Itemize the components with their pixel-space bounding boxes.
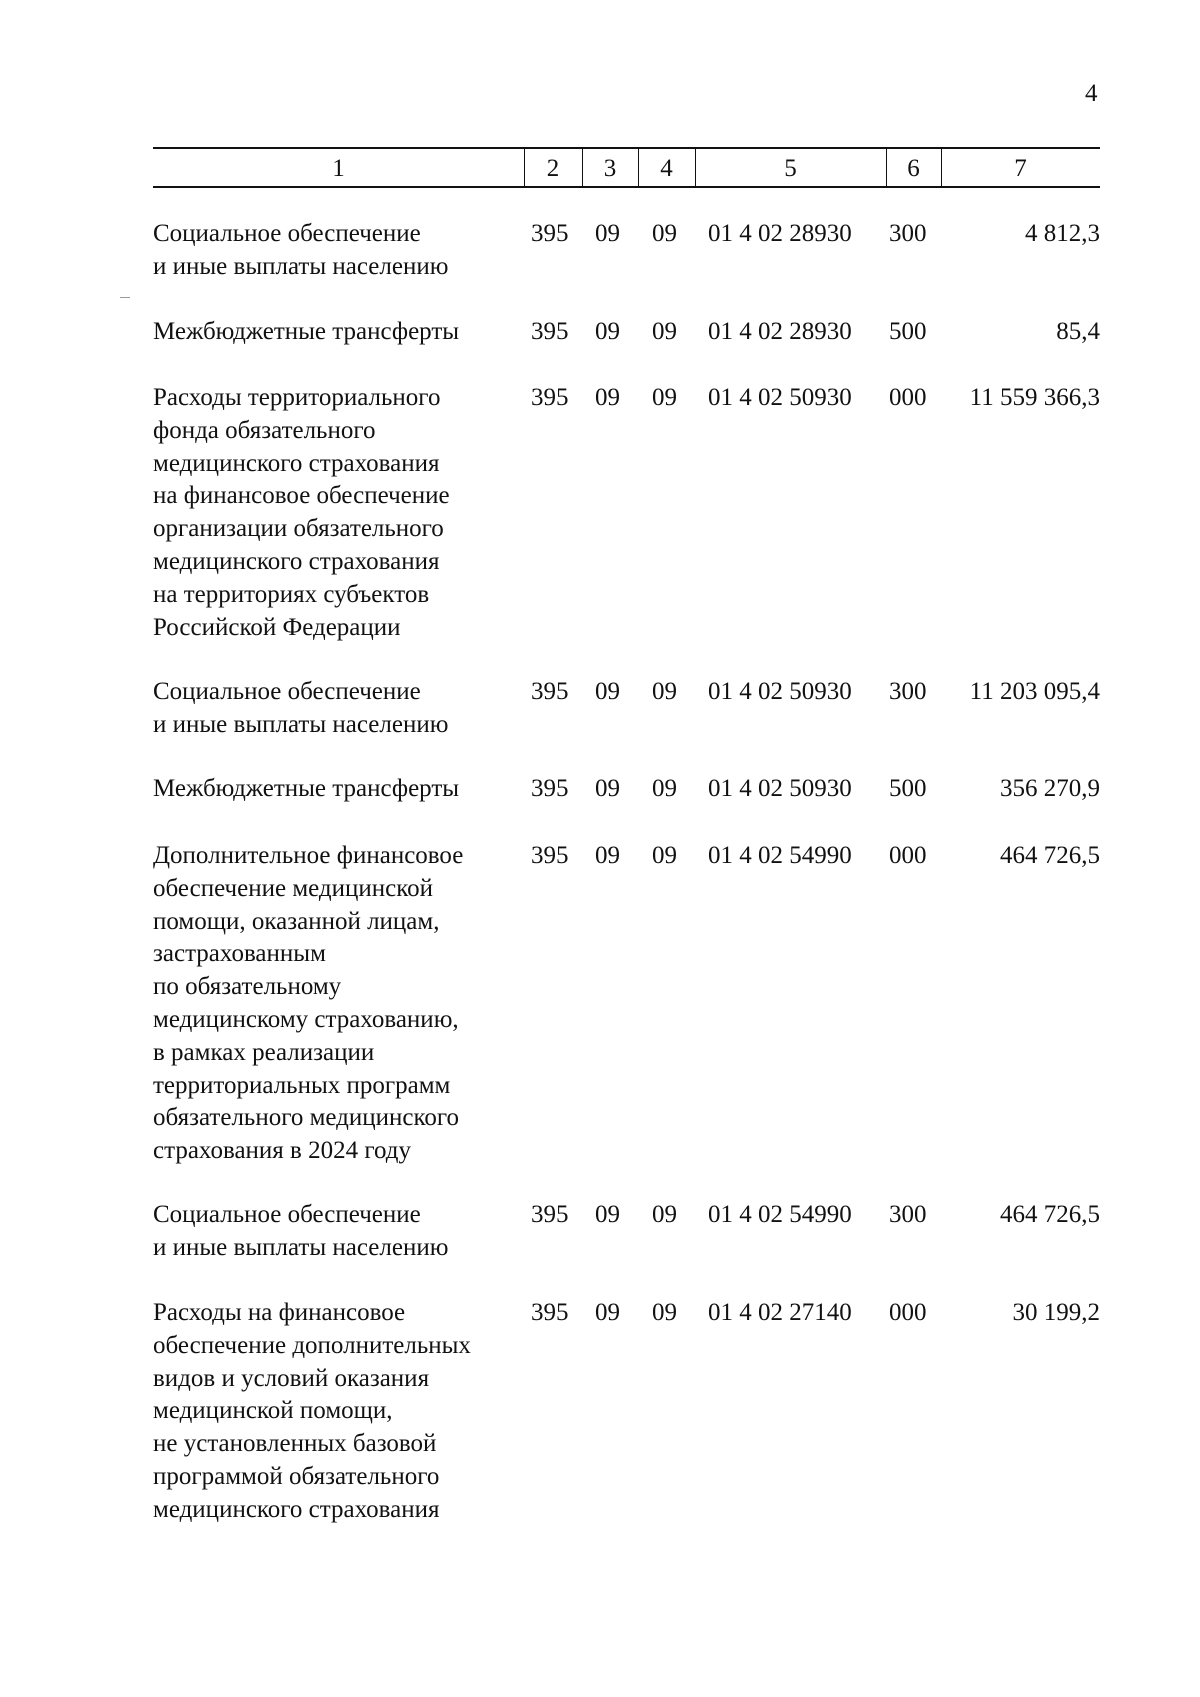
description-line: медицинскому страхованию, bbox=[153, 1005, 459, 1033]
description-line: медицинского страхования bbox=[153, 1495, 440, 1523]
cell-section-code: 09 bbox=[595, 678, 620, 705]
description-line: и иные выплаты населению bbox=[153, 252, 449, 280]
cell-target-article-code: 01 4 02 50930 bbox=[708, 678, 852, 705]
cell-section-code: 09 bbox=[595, 775, 620, 802]
cell-section-code: 09 bbox=[595, 1201, 620, 1228]
cell-grbs-code: 395 bbox=[531, 220, 569, 247]
description-line: Дополнительное финансовое bbox=[153, 842, 464, 869]
description-line: на финансовое обеспечение bbox=[153, 482, 450, 510]
cell-target-article-code: 01 4 02 50930 bbox=[708, 384, 852, 411]
cell-subsection-code: 09 bbox=[652, 1299, 677, 1326]
description-line: Расходы территориального bbox=[153, 384, 441, 411]
description-line: Социальное обеспечение bbox=[153, 220, 421, 247]
row-description bbox=[153, 1199, 514, 1265]
cell-grbs-code: 395 bbox=[531, 384, 569, 411]
cell-grbs-code: 395 bbox=[531, 775, 569, 802]
cell-subsection-code: 09 bbox=[652, 842, 677, 869]
header-cell-2: 2 bbox=[546, 155, 560, 182]
cell-expense-type-code: 500 bbox=[889, 775, 927, 802]
cell-amount: 85,4 bbox=[1056, 318, 1100, 345]
description-line: фонда обязательного bbox=[153, 416, 376, 444]
cell-target-article-code: 01 4 02 28930 bbox=[708, 220, 852, 247]
cell-grbs-code: 395 bbox=[531, 318, 569, 345]
description-line: обеспечение дополнительных bbox=[153, 1331, 471, 1359]
cell-amount: 464 726,5 bbox=[1000, 1201, 1100, 1228]
header-cell-3: 3 bbox=[603, 155, 617, 182]
cell-grbs-code: 395 bbox=[531, 842, 569, 869]
cell-grbs-code: 395 bbox=[531, 1299, 569, 1326]
cell-amount: 464 726,5 bbox=[1000, 842, 1100, 869]
cell-subsection-code: 09 bbox=[652, 678, 677, 705]
description-line: Межбюджетные трансферты bbox=[153, 775, 460, 802]
cell-section-code: 09 bbox=[595, 842, 620, 869]
cell-subsection-code: 09 bbox=[652, 318, 677, 345]
description-line: территориальных программ bbox=[153, 1071, 451, 1099]
description-line: страхования в 2024 году bbox=[153, 1137, 411, 1165]
description-line: в рамках реализации bbox=[153, 1038, 375, 1066]
description-line: помощи, оказанной лицам, bbox=[153, 907, 440, 935]
header-cell-7: 7 bbox=[1014, 155, 1027, 182]
description-line: Расходы на финансовое bbox=[153, 1299, 406, 1326]
cell-section-code: 09 bbox=[595, 384, 620, 411]
cell-grbs-code: 395 bbox=[531, 678, 569, 705]
description-line: на территориях субъектов bbox=[153, 580, 430, 608]
description-line: застрахованным bbox=[153, 940, 326, 968]
cell-target-article-code: 01 4 02 54990 bbox=[708, 842, 852, 869]
cell-amount: 11 559 366,3 bbox=[969, 384, 1100, 411]
description-line: Межбюджетные трансферты bbox=[153, 318, 460, 345]
page-number: 4 bbox=[1085, 80, 1098, 107]
description-line: по обязательному bbox=[153, 973, 342, 1001]
cell-subsection-code: 09 bbox=[652, 384, 677, 411]
description-line: медицинской помощи, bbox=[153, 1397, 393, 1425]
cell-target-article-code: 01 4 02 54990 bbox=[708, 1201, 852, 1228]
description-line: видов и условий оказания bbox=[153, 1364, 430, 1392]
row-description bbox=[153, 840, 514, 1168]
cell-target-article-code: 01 4 02 50930 bbox=[708, 775, 852, 802]
header-cell-1: 1 bbox=[332, 155, 345, 182]
cell-amount: 356 270,9 bbox=[1000, 775, 1100, 802]
cell-target-article-code: 01 4 02 28930 bbox=[708, 318, 852, 345]
cell-section-code: 09 bbox=[595, 1299, 620, 1326]
description-line: обеспечение медицинской bbox=[153, 874, 434, 902]
cell-expense-type-code: 300 bbox=[889, 1201, 927, 1228]
description-line: медицинского страхования bbox=[153, 449, 440, 477]
cell-expense-type-code: 300 bbox=[889, 220, 927, 247]
row-description bbox=[153, 773, 514, 806]
row-description bbox=[153, 316, 514, 349]
header-cell-5: 5 bbox=[784, 155, 797, 182]
row-description bbox=[153, 218, 514, 284]
description-line: Социальное обеспечение bbox=[153, 1201, 421, 1228]
cell-subsection-code: 09 bbox=[652, 220, 677, 247]
description-line: Российской Федерации bbox=[153, 613, 401, 641]
cell-amount: 11 203 095,4 bbox=[969, 678, 1100, 705]
description-line: Социальное обеспечение bbox=[153, 678, 421, 705]
cell-expense-type-code: 000 bbox=[889, 842, 927, 869]
row-description bbox=[153, 676, 514, 742]
cell-subsection-code: 09 bbox=[652, 1201, 677, 1228]
table-header bbox=[153, 147, 1100, 188]
description-line: медицинского страхования bbox=[153, 547, 440, 575]
description-line: организации обязательного bbox=[153, 515, 444, 543]
cell-expense-type-code: 000 bbox=[889, 1299, 927, 1326]
cell-amount: 4 812,3 bbox=[1025, 220, 1100, 247]
description-line: и иные выплаты населению bbox=[153, 1233, 449, 1261]
cell-target-article-code: 01 4 02 27140 bbox=[708, 1299, 852, 1326]
cell-expense-type-code: 500 bbox=[889, 318, 927, 345]
description-line: обязательного медицинского bbox=[153, 1104, 460, 1132]
header-cell-6: 6 bbox=[907, 155, 920, 182]
row-description bbox=[153, 382, 514, 644]
description-line: программой обязательного bbox=[153, 1462, 440, 1490]
cell-section-code: 09 bbox=[595, 220, 620, 247]
cell-expense-type-code: 000 bbox=[889, 384, 927, 411]
row-description bbox=[153, 1297, 514, 1527]
description-line: не установленных базовой bbox=[153, 1430, 437, 1458]
description-line: и иные выплаты населению bbox=[153, 710, 449, 738]
cell-subsection-code: 09 bbox=[652, 775, 677, 802]
header-cell-4: 4 bbox=[660, 155, 673, 182]
cell-amount: 30 199,2 bbox=[1012, 1299, 1100, 1326]
cell-grbs-code: 395 bbox=[531, 1201, 569, 1228]
scan-artifact-mark bbox=[120, 297, 130, 298]
cell-expense-type-code: 300 bbox=[889, 678, 927, 705]
cell-section-code: 09 bbox=[595, 318, 620, 345]
